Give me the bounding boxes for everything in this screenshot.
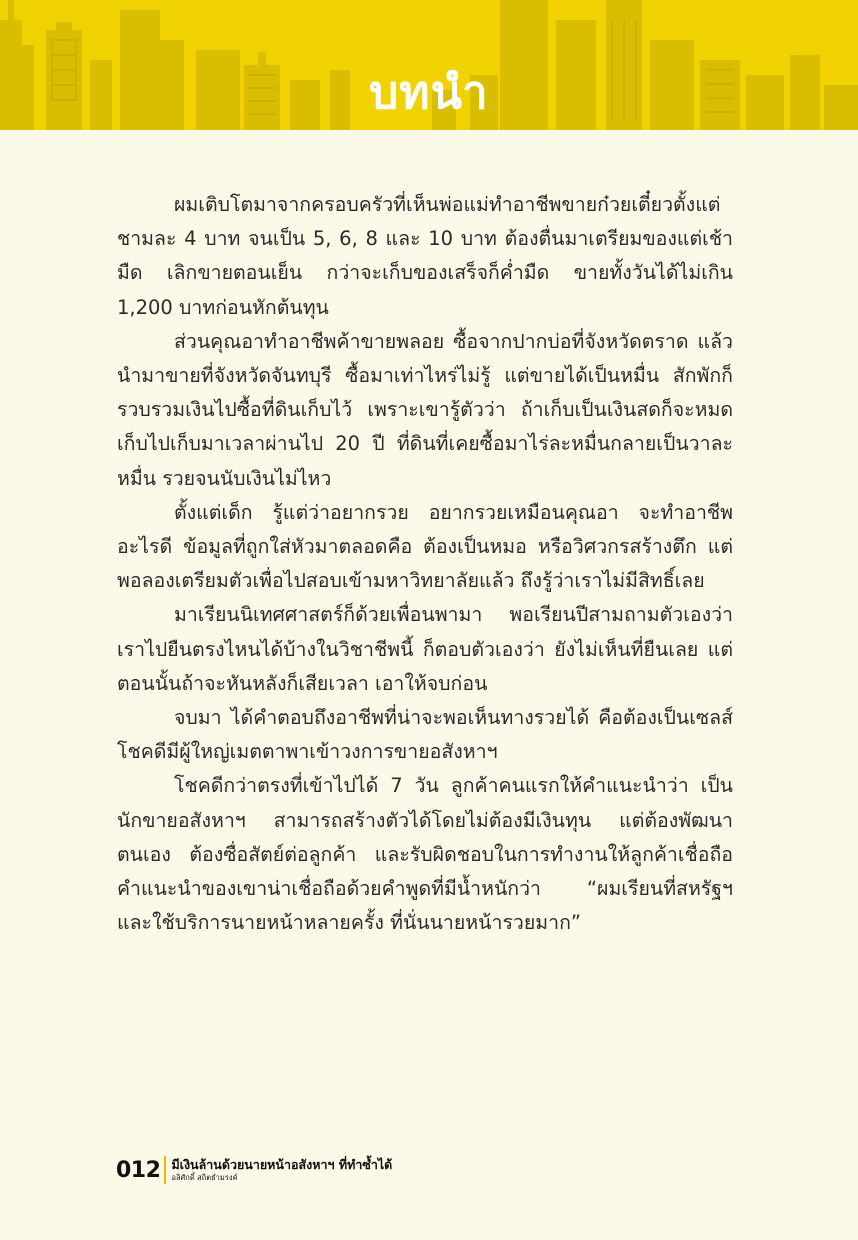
book-info	[171, 1157, 392, 1183]
page-title: บทนำ	[369, 65, 489, 119]
page-footer	[116, 1153, 392, 1187]
footer-divider	[164, 1156, 166, 1184]
paragraph: มาเรียนนิเทศศาสตร์ก็ด้วยเพื่อนพามา พอเรียนปีสามถามตัวเองว่าเราไปยืนตรงไหนได้บ้างในวิชาชีพนี้ ก็ตอบตัวเองว่า ยังไม่เห็นที่ยืนเลย แต่ตอนนั้นถ้าจะหันหลังก็เสียเวลา เอาให้จบก่อน	[117, 603, 733, 695]
body-text	[117, 188, 733, 940]
paragraph: ส่วนคุณอาทำอาชีพค้าขายพลอย ซื้อจากปากบ่อที่จังหวัดตราด แล้วนำมาขายที่จังหวัดจันทบุรี ซื้อมาเท่าไหร่ไม่รู้ แต่ขายได้เป็นหมื่น สักพักก็รวบรวมเงินไปซื้อที่ดินเก็บไว้ เพราะเขารู้ตัวว่า ถ้าเก็บเป็นเงินสดก็จะหมด เก็บไปเก็บมาเวลาผ่านไป 20 ปี ที่ดินที่เคยซื้อมาไร่ละหมื่นกลายเป็นวาละหมื่น รวยจนนับเงินไม่ไหว	[117, 329, 733, 490]
paragraph: ผมเติบโตมาจากครอบครัวที่เห็นพ่อแม่ทำอาชีพขายก๋วยเตี๋ยวตั้งแต่ชามละ 4 บาท จนเป็น 5, 6, 8 และ 10 บาท ต้องตื่นมาเตรียมของแต่เช้ามืด เลิกขายตอนเย็น กว่าจะเก็บของเสร็จก็ค่ำมืด ขายทั้งวันได้ไม่เกิน 1,200 บาทก่อนหักต้นทุน	[117, 193, 733, 319]
page-number: 012	[116, 1157, 161, 1183]
book-author: อลิศักดิ์ สถิตธำมรงค์	[171, 1173, 238, 1182]
header-banner	[0, 0, 858, 130]
paragraph: ตั้งแต่เด็ก รู้แต่ว่าอยากรวย อยากรวยเหมือนคุณอา จะทำอาชีพอะไรดี ข้อมูลที่ถูกใส่หัวมาตลอดคือ ต้องเป็นหมอ หรือวิศวกรสร้างตึก แต่พอลองเตรียมตัวเพื่อไปสอบเข้ามหาวิทยาลัยแล้ว ถึงรู้ว่าเราไม่มีสิทธิ์เลย	[117, 500, 733, 593]
paragraph: จบมา ได้คำตอบถึงอาชีพที่น่าจะพอเห็นทางรวยได้ คือต้องเป็นเซลส์ โชคดีมีผู้ใหญ่เมตตาพาเข้าวงการขายอสังหาฯ	[117, 706, 733, 764]
paragraph: โชคดีกว่าตรงที่เข้าไปได้ 7 วัน ลูกค้าคนแรกให้คำแนะนำว่า เป็นนักขายอสังหาฯ สามารถสร้างตัวได้โดยไม่ต้องมีเงินทุน แต่ต้องพัฒนาตนเอง ต้องซื่อสัตย์ต่อลูกค้า และรับผิดชอบในการทำงานให้ลูกค้าเชื่อถือ คำแนะนำของเขาน่าเชื่อถือด้วยคำพูดที่มีน้ำหนักว่า “ผมเรียนที่สหรัฐฯ และใช้บริการนายหน้าหลายครั้ง ที่นั่นนายหน้ารวยมาก”	[117, 774, 733, 935]
book-title: มีเงินล้านด้วยนายหน้าอสังหาฯ ที่ทำซ้ำได้	[171, 1157, 393, 1172]
